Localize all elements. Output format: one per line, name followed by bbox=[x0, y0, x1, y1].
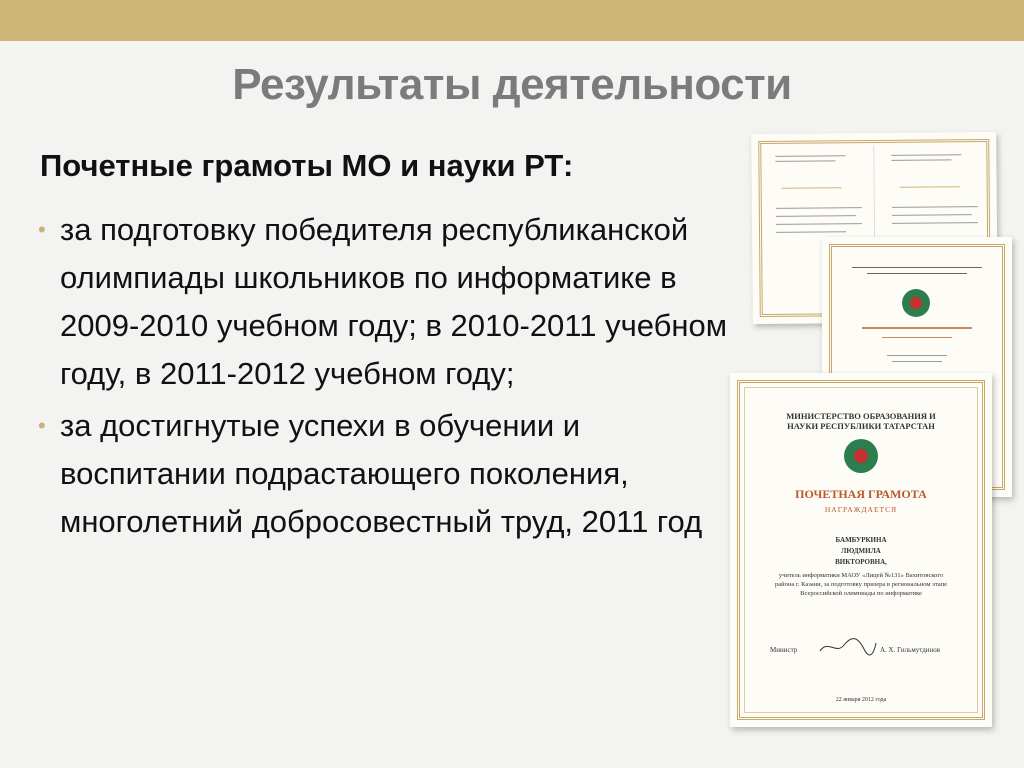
bullet-icon: • bbox=[38, 217, 46, 242]
signature-icon bbox=[818, 635, 878, 657]
certificate-title: ПОЧЕТНАЯ ГРАМОТА bbox=[795, 487, 927, 501]
certificate-details: учитель информатики МАОУ «Лицей №131» Вахитовского района г. Казани, за подготовку призера в региональном этапе Всероссийской олимпиады по информатике bbox=[775, 572, 947, 597]
text-line bbox=[862, 327, 972, 329]
bullet-text: за подготовку победителя республиканской олимпиады школьников по информатике в 2009-2010 учебном году; в 2010-2011 учебном году, в 2011-2012 учебном году; bbox=[60, 212, 728, 391]
certificate-patronymic: ВИКТОРОВНА, bbox=[835, 558, 887, 566]
certificate-firstname: ЛЮДМИЛА bbox=[841, 547, 881, 555]
bullet-list bbox=[38, 206, 748, 550]
certificate-image-front bbox=[730, 373, 992, 727]
tatarstan-emblem-icon bbox=[844, 439, 878, 473]
text-line bbox=[882, 337, 952, 338]
certificate-signature-name: А. Х. Гильмутдинов bbox=[880, 646, 941, 654]
top-accent-bar bbox=[0, 0, 1024, 41]
certificate-date: 22 января 2012 года bbox=[835, 697, 887, 703]
bullet-item bbox=[38, 206, 748, 398]
certificate-ministry: МИНИСТЕРСТВО ОБРАЗОВАНИЯ И НАУКИ РЕСПУБЛИКИ ТАТАРСТАН bbox=[786, 411, 936, 431]
bullet-icon: • bbox=[38, 413, 46, 438]
slide-title: Результаты деятельности bbox=[232, 60, 792, 109]
slide-subtitle: Почетные грамоты МО и науки РТ: bbox=[40, 148, 574, 183]
text-line bbox=[852, 267, 982, 268]
certificate-surname: БАМБУРКИНА bbox=[835, 536, 887, 544]
text-line bbox=[887, 355, 947, 356]
bullet-text: за достигнутые успехи в обучении и воспитании подрастающего поколения, многолетний добросовестный труд, 2011 год bbox=[60, 408, 703, 539]
certificate-signature-label: Министр bbox=[770, 646, 798, 654]
bullet-item bbox=[38, 402, 748, 546]
text-line bbox=[892, 361, 942, 362]
text-line bbox=[867, 273, 967, 274]
certificate-awarded: НАГРАЖДАЕТСЯ bbox=[824, 505, 898, 514]
emblem-icon bbox=[902, 289, 930, 317]
